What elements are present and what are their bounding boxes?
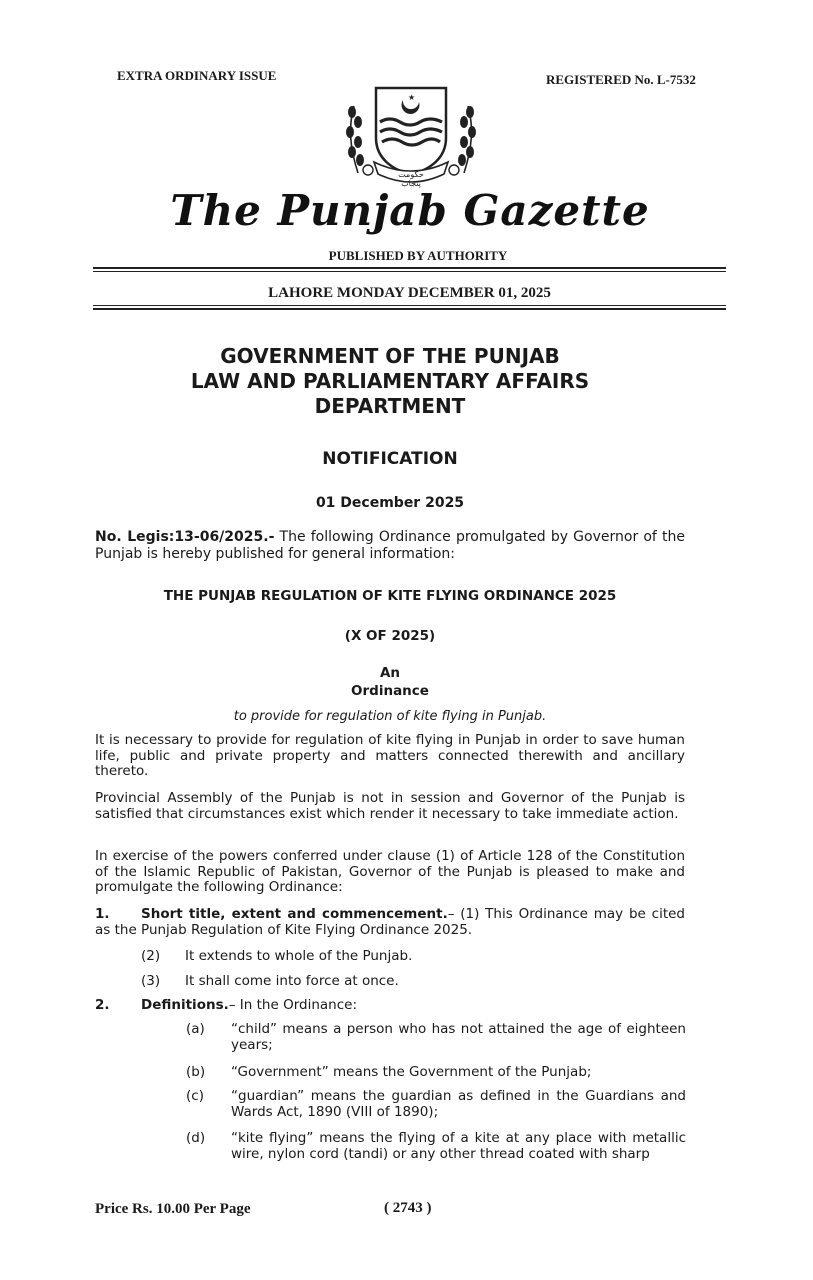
ordinance-title: THE PUNJAB REGULATION OF KITE FLYING ORDINANCE 2025 — [163, 588, 617, 604]
definition-item-d — [186, 1130, 686, 1162]
definition-text: “child” means a person who has not attained the age of eighteen years; — [231, 1021, 686, 1053]
definition-number: (c) — [186, 1088, 204, 1104]
bottom-double-rule-thick — [93, 308, 726, 310]
registration-number: REGISTERED No. L-7532 — [546, 72, 696, 87]
ordinance-an: An — [379, 665, 401, 681]
definition-item-b — [186, 1064, 686, 1080]
subsection-text: It extends to whole of the Punjab. — [185, 948, 413, 964]
issue-label: EXTRA ORDINARY ISSUE — [117, 68, 277, 83]
gazette-title: The Punjab Gazette — [170, 186, 650, 235]
preamble-paragraph-2: Provincial Assembly of the Punjab is not in session and Governor of the Punjab is satisfied that circumstances exist which render it necessary to take immediate action. — [95, 790, 685, 822]
published-by-authority: PUBLISHED BY AUTHORITY — [328, 248, 508, 263]
heading-line-1: GOVERNMENT OF THE PUNJAB — [220, 344, 560, 368]
section-1-subsection-3 — [141, 973, 681, 989]
definition-item-c — [186, 1088, 686, 1120]
section-2 — [95, 997, 685, 1013]
section-2-heading: Definitions. — [141, 997, 229, 1013]
preamble-paragraph-3: In exercise of the powers conferred under clause (1) of Article 128 of the Constitution of the Islamic Republic of Pakistan, Governor of the Punjab is pleased to make and promulgate the following Ordinance: — [95, 848, 685, 895]
definition-number: (b) — [186, 1064, 206, 1080]
section-1-heading: Short title, extent and commencement. — [141, 906, 448, 922]
page-number: ( 2743 ) — [384, 1200, 432, 1216]
top-double-rule — [93, 267, 726, 269]
subsection-number: (2) — [141, 948, 161, 964]
section-2-text: – In the Ordinance: — [228, 997, 357, 1013]
definition-text: “Government” means the Government of the Punjab; — [231, 1064, 592, 1080]
notification-intro — [95, 529, 685, 563]
bottom-double-rule — [93, 305, 726, 306]
emblem-urdu-text: حکومت پنجاب — [398, 170, 424, 188]
subsection-text: It shall come into force at once. — [185, 973, 399, 989]
section-1-number: 1. — [95, 906, 110, 922]
ordinance-purpose: to provide for regulation of kite flying in Punjab. — [233, 709, 547, 724]
definition-number: (d) — [186, 1130, 206, 1146]
definition-text: “kite flying” means the flying of a kite at any place with metallic wire, nylon cord (tandi) or any other thread coated with sharp — [231, 1130, 686, 1162]
section-1-subsection-2 — [141, 948, 681, 964]
definition-item-a — [186, 1021, 686, 1053]
ordinance-word: Ordinance — [351, 683, 429, 699]
heading-line-2: LAW AND PARLIAMENTARY AFFAIRS — [190, 369, 590, 393]
definition-number: (a) — [186, 1021, 205, 1037]
svg-text:★: ★ — [408, 93, 416, 102]
section-1-text: – (1) This Ordinance may be cited as the Punjab Regulation of Kite Flying Ordinance 2025. — [95, 906, 685, 938]
ordinance-number: (X OF 2025) — [344, 628, 436, 644]
dateline: LAHORE MONDAY DECEMBER 01, 2025 — [268, 285, 551, 301]
section-1 — [95, 907, 685, 938]
top-double-rule-thin — [93, 271, 726, 272]
heading-line-3: DEPARTMENT — [314, 394, 466, 418]
subsection-number: (3) — [141, 973, 161, 989]
price-per-page: Price Rs. 10.00 Per Page — [95, 1201, 251, 1217]
notification-title: NOTIFICATION — [322, 449, 458, 469]
notification-date: 01 December 2025 — [315, 495, 465, 511]
page-heading — [100, 344, 680, 419]
notification-number: No. Legis:13-06/2025.- — [95, 529, 275, 545]
definition-text: “guardian” means the guardian as defined in the Guardians and Wards Act, 1890 (VIII of 1890); — [231, 1088, 686, 1120]
section-2-number: 2. — [95, 997, 110, 1013]
notification-intro-text: The following Ordinance promulgated by Governor of the Punjab is hereby published for general information: — [95, 529, 685, 562]
preamble-paragraph-1: It is necessary to provide for regulation of kite flying in Punjab in order to save human life, public and private property and matters connected therewith and ancillary thereto. — [95, 732, 685, 779]
